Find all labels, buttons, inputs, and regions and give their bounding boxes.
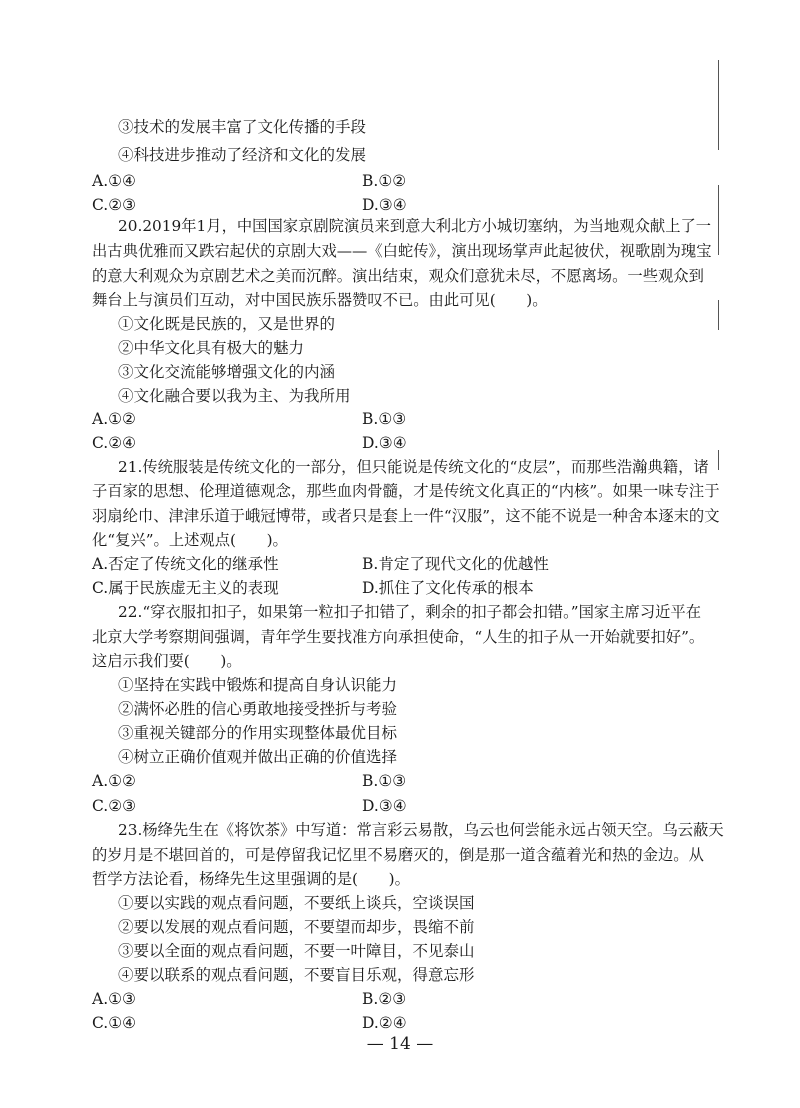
q20-item-4: ④文化融合要以我为主、为我所用 xyxy=(118,387,351,405)
q22-stem-line-3: 这启示我们要( )。 xyxy=(92,652,242,670)
q19-option-c: C.②③ xyxy=(92,196,137,214)
page-number: — 14 — xyxy=(366,1034,434,1054)
q20-option-b: B.①③ xyxy=(362,410,407,428)
q22-option-d: D.③④ xyxy=(362,797,407,815)
q21-stem-line-1: 21.传统服装是传统文化的一部分，但只能说是传统文化的“皮层”，而那些浩瀚典籍，诸 xyxy=(118,458,709,476)
q21-stem-line-2: 子百家的思想、伦理道德观念，那些血肉骨髓，才是传统文化真正的“内核”。如果一味专注于 xyxy=(92,482,720,500)
q20-stem-line-2: 出古典优雅而又跌宕起伏的京剧大戏——《白蛇传》，演出现场掌声此起彼伏，视歌剧为瑰宝 xyxy=(92,242,712,260)
q22-options-row-2 xyxy=(92,795,692,817)
q21-option-a: A.否定了传统文化的继承性 xyxy=(92,555,279,573)
q22-option-b: B.①③ xyxy=(362,772,407,790)
q23-stem-line-2: 的岁月是不堪回首的，可是停留我记忆里不易磨灭的，倒是那一道含蕴着光和热的金边。从 xyxy=(92,846,704,864)
scan-edge-line xyxy=(718,300,719,330)
q22-item-1: ①坚持在实践中锻炼和提高自身认识能力 xyxy=(118,676,398,694)
q22-item-3: ③重视关键部分的作用实现整体最优目标 xyxy=(118,724,398,742)
scan-edge-line xyxy=(718,185,719,255)
q23-option-c: C.①④ xyxy=(92,1014,137,1032)
q21-stem-line-3: 羽扇纶巾、津津乐道于峨冠博带，或者只是套上一件“汉服”，这不能不说是一种舍本逐末的文 xyxy=(92,507,720,525)
q22-stem-line-2: 北京大学考察期间强调，青年学生要找准方向承担使命，“人生的扣子从一开始就要扣好”。 xyxy=(92,628,705,646)
q23-options-row-2 xyxy=(92,1012,692,1034)
q20-stem-line-3: 的意大利观众为京剧艺术之美而沉醉。演出结束，观众们意犹未尽，不愿离场。一些观众到 xyxy=(92,267,704,285)
q20-stem-line-4: 舞台上与演员们互动，对中国民族乐器赞叹不已。由此可见( )。 xyxy=(92,291,548,309)
q19-option-d: D.③④ xyxy=(362,196,407,214)
q22-stem-line-1: 22.“穿衣服扣扣子，如果第一粒扣子扣错了，剩余的扣子都会扣错。”国家主席习近平在 xyxy=(118,603,702,621)
q20-option-a: A.①② xyxy=(92,410,136,428)
q23-option-b: B.②③ xyxy=(362,990,407,1008)
q19-item-4: ④科技进步推动了经济和文化的发展 xyxy=(118,146,367,164)
scan-edge-line xyxy=(718,60,719,150)
q23-option-a: A.①③ xyxy=(92,990,136,1008)
q20-item-2: ②中华文化具有极大的魅力 xyxy=(118,339,305,357)
q19-item-3: ③技术的发展丰富了文化传播的手段 xyxy=(118,118,367,136)
q20-options-row-2 xyxy=(92,432,692,454)
q23-option-d: D.②④ xyxy=(362,1014,407,1032)
q20-option-c: C.②④ xyxy=(92,434,137,452)
q23-item-3: ③要以全面的观点看问题，不要一叶障目，不见泰山 xyxy=(118,942,475,960)
q19-options-row-1 xyxy=(92,170,692,192)
q21-options-row-1 xyxy=(92,553,692,575)
q20-item-1: ①文化既是民族的，又是世界的 xyxy=(118,315,336,333)
q21-option-c: C.属于民族虚无主义的表现 xyxy=(92,579,279,597)
q21-options-row-2 xyxy=(92,577,692,599)
q22-option-a: A.①② xyxy=(92,772,136,790)
q20-stem-line-1: 20.2019年1月，中国国家京剧院演员来到意大利北方小城切塞纳，为当地观众献上了一 xyxy=(118,217,712,235)
q23-stem-line-1: 23.杨绛先生在《将饮茶》中写道：常言彩云易散，乌云也何尝能永远占领天空。乌云蔽天 xyxy=(118,821,724,839)
q22-option-c: C.②③ xyxy=(92,797,137,815)
q22-item-4: ④树立正确价值观并做出正确的价值选择 xyxy=(118,748,398,766)
scan-edge-line xyxy=(718,450,719,470)
q23-stem-line-3: 哲学方法论看，杨绛先生这里强调的是( )。 xyxy=(92,870,410,888)
q21-stem-line-4: 化“复兴”。上述观点( )。 xyxy=(92,531,288,549)
q22-item-2: ②满怀必胜的信心勇敢地接受挫折与考验 xyxy=(118,700,398,718)
q22-options-row-1 xyxy=(92,770,692,792)
q21-option-d: D.抓住了文化传承的根本 xyxy=(362,579,534,597)
q21-option-b: B.肯定了现代文化的优越性 xyxy=(362,555,549,573)
q19-option-a: A.①④ xyxy=(92,172,136,190)
q20-options-row-1 xyxy=(92,408,692,430)
q23-item-1: ①要以实践的观点看问题，不要纸上谈兵，空谈误国 xyxy=(118,894,475,912)
q20-option-d: D.③④ xyxy=(362,434,407,452)
q23-options-row-1 xyxy=(92,988,692,1010)
q20-item-3: ③文化交流能够增强文化的内涵 xyxy=(118,363,336,381)
q23-item-2: ②要以发展的观点看问题，不要望而却步，畏缩不前 xyxy=(118,918,475,936)
q19-options-row-2 xyxy=(92,194,692,216)
q23-item-4: ④要以联系的观点看问题，不要盲目乐观，得意忘形 xyxy=(118,966,475,984)
q19-option-b: B.①② xyxy=(362,172,407,190)
